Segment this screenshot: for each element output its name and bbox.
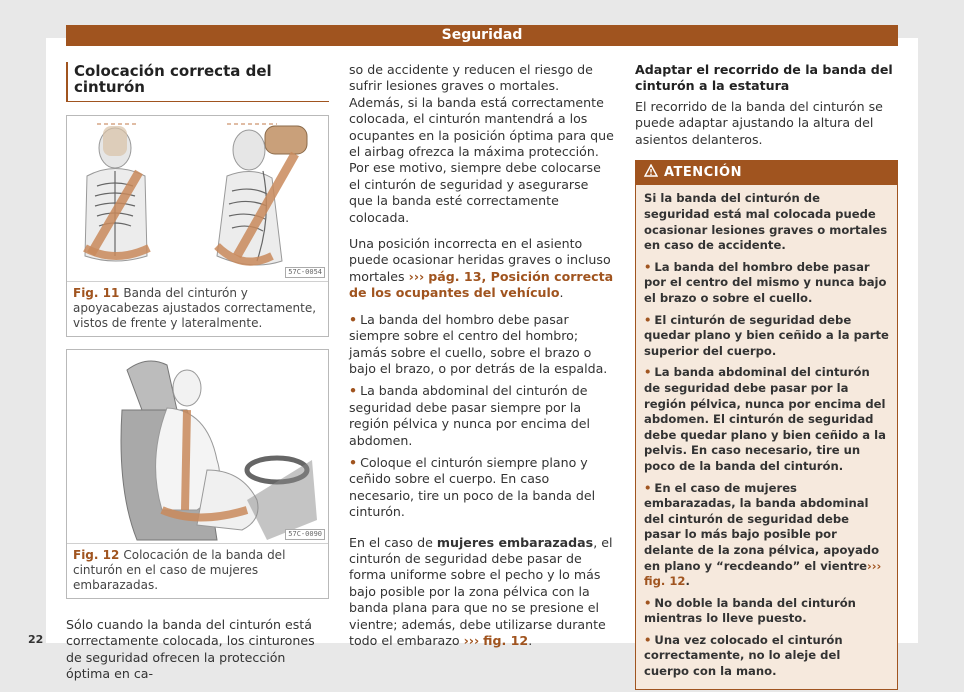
- warning-box: [635, 160, 898, 690]
- figure-11-label: Fig. 11: [73, 285, 120, 300]
- warning-item-6: [644, 633, 889, 680]
- warning-item-3-text: La banda abdominal del cinturón de seguridad debe pasar por la región pélvica, nunca por encima del abdomen. El cinturón de seguridad debe quedar plano y bien ceñido a la pelvis. En caso necesario, tire un poco de la banda del cinturón.: [644, 365, 886, 473]
- warning-item-5: [644, 596, 889, 627]
- warning-item-5-text: No doble la banda del cinturón mientras lo lleve puesto.: [644, 595, 856, 626]
- warning-item-2: [644, 313, 889, 360]
- warning-item-4-text: En el caso de mujeres embarazadas, la banda abdominal del cinturón de seguridad debe pasar lo más bajo posible por delante de la zona pélvica, apoyado en plano y “recdeando” el vientre: [644, 480, 880, 573]
- warning-title: ATENCIÓN: [664, 165, 742, 181]
- column-middle: [349, 62, 615, 659]
- col2-paragraph-1: so de accidente y reducen el riesgo de sufrir lesiones graves o mortales. Además, si la banda está correctamente colocada, el cinturón mantendrá a los ocupantes en la posición óptima para que el airbag ofrezca la máxima protección. Por ese motivo, siempre debe colocarse el cinturón de seguridad y asegurarse que la banda esté correctamente colocada.: [349, 62, 614, 225]
- col2-p3-text: , el cinturón de seguridad debe pasar de forma uniforme sobre el pecho y lo más bajo posible por la zona pélvica con la banda plana para que no se presione el vientre; además, debe utilizarse durante todo el embarazo: [349, 534, 613, 648]
- link-fig-12[interactable]: fig. 12: [483, 633, 529, 648]
- figure-12-caption: [67, 544, 328, 598]
- figure-12-illustration: [67, 350, 328, 544]
- column-left: [66, 62, 329, 692]
- bullet-dot-icon: •: [644, 632, 652, 647]
- subsection-title: Adaptar el recorrido de la banda del cinturón a la estatura: [635, 62, 893, 94]
- col2-p2-end: .: [559, 285, 564, 301]
- col2-bullet-3-text: Coloque el cinturón siempre plano y ceñido sobre el cuerpo. En caso necesario, tire un poco de la banda del cinturón.: [349, 454, 596, 520]
- col2-bullet-3: [349, 455, 615, 521]
- column-right: [635, 62, 898, 690]
- figure-11-code: 57C-0054: [285, 267, 325, 278]
- figure-12: [66, 349, 329, 599]
- warning-item-4: [644, 481, 889, 590]
- col2-p3-bold: mujeres embarazadas: [436, 534, 594, 550]
- col2-bullet-1: [349, 312, 615, 378]
- figure-11-caption-text: Banda del cinturón y apoyacabezas ajustados correctamente, vistos de frente y lateralmente.: [73, 285, 317, 330]
- bullet-dot-icon: •: [644, 312, 652, 327]
- figure-11-caption: [67, 282, 328, 336]
- figure-12-label: Fig. 12: [73, 547, 120, 562]
- col2-p2-text: Una posición incorrecta en el asiento puede ocasionar heridas graves o incluso mortales: [349, 236, 611, 284]
- warning-item-4-end: .: [685, 574, 690, 589]
- warning-item-1: [644, 260, 889, 307]
- reference-arrow-icon: ›››: [463, 633, 480, 648]
- bullet-dot-icon: •: [644, 365, 652, 380]
- col2-paragraph-2: [349, 236, 615, 302]
- bullet-dot-icon: •: [644, 595, 652, 610]
- col2-bullet-1-text: La banda del hombro debe pasar siempre sobre el centro del hombro; jamás sobre el cuello, sobre el brazo o bajo el brazo, o por detrás de la espalda.: [349, 311, 608, 376]
- warning-triangle-icon: [644, 164, 658, 182]
- col2-paragraph-3: [349, 535, 615, 650]
- figure-11: [66, 115, 329, 337]
- col3-paragraph: El recorrido de la banda del cinturón se puede adaptar ajustando la altura del asientos delanteros.: [635, 98, 883, 147]
- figure-12-caption-text: Colocación de la banda del cinturón en el caso de mujeres embarazadas.: [73, 547, 286, 592]
- bullet-dot-icon: •: [349, 454, 358, 470]
- reference-arrow-icon: ›››: [866, 558, 882, 573]
- warning-item-6-text: Una vez colocado el cinturón correctamente, no lo aleje del cuerpo con la mano.: [644, 632, 843, 679]
- warning-item-1-text: La banda del hombro debe pasar por el centro del mismo y nunca bajo el brazo o sobre el cuello.: [644, 259, 887, 305]
- page-number: 22: [28, 633, 44, 646]
- figure-11-illustration: [67, 116, 328, 282]
- bullet-dot-icon: •: [644, 480, 652, 495]
- col2-bullet-2: [349, 383, 615, 449]
- bullet-dot-icon: •: [349, 383, 358, 399]
- warning-item-2-text: El cinturón de seguridad debe quedar plano y bien ceñido a la parte superior del cuerpo.: [644, 312, 889, 358]
- col1-paragraph: Sólo cuando la banda del cinturón está correctamente colocada, los cinturones de seguridad ofrecen la protección óptima en ca-: [66, 616, 315, 682]
- warning-body: [636, 185, 897, 688]
- bullet-dot-icon: •: [349, 311, 358, 327]
- warning-header: [636, 161, 897, 185]
- col2-p3-start: En el caso de: [349, 534, 433, 550]
- section-title: Colocación correcta del cinturón: [66, 62, 329, 102]
- link-fig-12-warning[interactable]: fig. 12: [644, 574, 686, 589]
- warning-item-3: [644, 365, 889, 474]
- figure-12-code: 57C-0090: [285, 529, 325, 540]
- chapter-header: Seguridad: [66, 25, 898, 46]
- col2-bullet-2-text: La banda abdominal del cinturón de seguridad debe pasar siempre por la región pélvica y nunca por encima del abdomen.: [349, 383, 590, 448]
- warning-intro: Si la banda del cinturón de seguridad está mal colocada puede ocasionar lesiones graves o mortales en caso de accidente.: [644, 191, 888, 253]
- link-posicion-correcta[interactable]: pág. 13, Posición correcta de los ocupantes del vehículo: [349, 268, 614, 301]
- col2-p3-end: .: [528, 633, 533, 648]
- reference-arrow-icon: ›››: [408, 268, 425, 284]
- bullet-dot-icon: •: [644, 259, 652, 274]
